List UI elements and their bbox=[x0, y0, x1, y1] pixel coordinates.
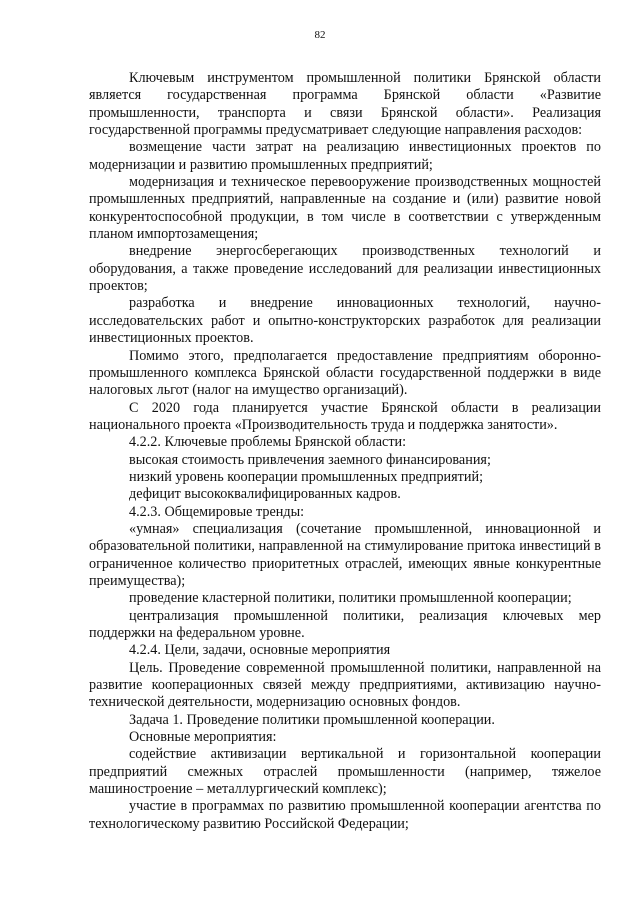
list-item-centralization: централизация промышленной политики, реализация ключевых мер поддержки на федеральном уровне. bbox=[89, 607, 601, 641]
section-heading-trends: 4.2.3. Общемировые тренды: bbox=[129, 503, 305, 520]
list-item-vertical-cooperation: содействие активизации вертикальной и горизонтальной кооперации предприятий смежных отраслей промышленности (например, тяжелое машиностроение – металлургический комплекс); bbox=[89, 746, 601, 798]
paragraph-goal: Цель. Проведение современной промышленной политики, направленной на развитие кооперационных связей между предприятиями, активизацию научно-технической деятельности, модернизацию основных фондов. bbox=[89, 659, 601, 711]
page-number: 82 bbox=[314, 29, 326, 41]
list-item-smart-specialization: «умная» специализация (сочетание промышленной, инновационной и образовательной политики, направленной на стимулирование притока инвестиций в ограниченное количество приоритетных отраслей, имеющих явные конкурентные преимущества); bbox=[89, 520, 601, 589]
paragraph-intro: Ключевым инструментом промышленной политики Брянской области является государственная программа Брянской области «Развитие промышленности, транспорта и связи Брянской области». Реализация государственной программы предусматривает следующие направления расходов: bbox=[89, 70, 601, 139]
section-heading-problems: 4.2.2. Ключевые проблемы Брянской области: bbox=[129, 434, 407, 451]
list-item-cost-reimbursement: возмещение части затрат на реализацию инвестиционных проектов по модернизации и развитию промышленных предприятий; bbox=[89, 139, 601, 173]
document-body bbox=[89, 70, 601, 833]
paragraph-tax-benefits: Помимо этого, предполагается предоставление предприятиям оборонно-промышленного комплекса Брянской области государственной поддержки в виде налоговых льгот (налог на имущество организаций). bbox=[89, 347, 601, 399]
paragraph-task-1: Задача 1. Проведение политики промышленной кооперации. bbox=[129, 711, 495, 728]
section-heading-goals: 4.2.4. Цели, задачи, основные мероприятия bbox=[129, 642, 391, 659]
list-item-problem-financing: высокая стоимость привлечения заемного финансирования; bbox=[129, 451, 491, 468]
list-item-problem-staff: дефицит высококвалифицированных кадров. bbox=[129, 486, 401, 503]
paragraph-main-activities: Основные мероприятия: bbox=[129, 729, 277, 746]
list-item-energy-saving: внедрение энергосберегающих производственных технологий и оборудования, а также проведение исследований для реализации инвестиционных проектов; bbox=[89, 243, 601, 295]
paragraph-national-project: С 2020 года планируется участие Брянской области в реализации национального проекта «Производительность труда и поддержка занятости». bbox=[89, 399, 601, 433]
list-item-agency-programs: участие в программах по развитию промышленной кооперации агентства по технологическому развитию Российской Федерации; bbox=[89, 798, 601, 832]
list-item-innovation: разработка и внедрение инновационных технологий, научно-исследовательских работ и опытно-конструкторских разработок для реализации инвестиционных проектов. bbox=[89, 295, 601, 347]
list-item-modernization: модернизация и техническое перевооружение производственных мощностей промышленных предприятий, направленные на создание и (или) развитие новой конкурентоспособной продукции, в том числе в соответствии с утвержденным планом импортозамещения; bbox=[89, 174, 601, 243]
list-item-cluster-policy: проведение кластерной политики, политики промышленной кооперации; bbox=[129, 590, 572, 607]
list-item-problem-cooperation: низкий уровень кооперации промышленных предприятий; bbox=[129, 468, 484, 485]
